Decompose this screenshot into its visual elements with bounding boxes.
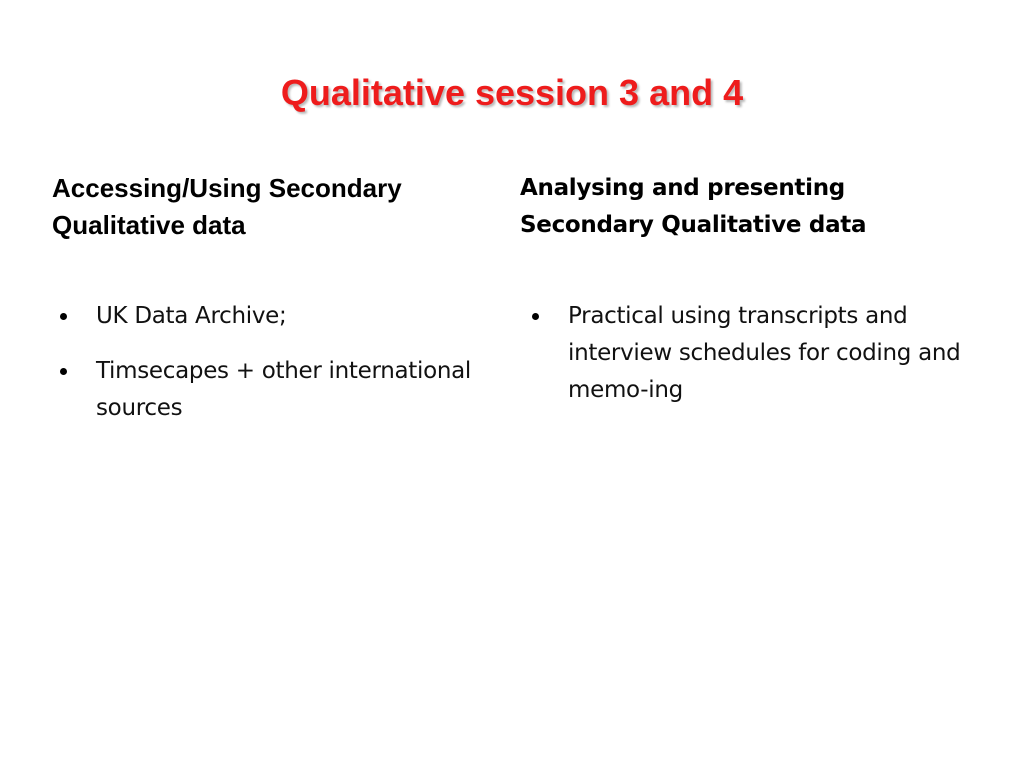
bullet-icon <box>60 368 67 375</box>
bullet-text: Practical using transcripts and interview schedules for coding and memo-ing <box>568 303 961 403</box>
bullet-icon <box>60 313 67 320</box>
list-item <box>60 353 480 427</box>
left-column <box>52 170 492 421</box>
slide-title: Qualitative session 3 and 4 <box>280 72 744 113</box>
bullet-text: Timsecapes + other international sources <box>96 358 472 421</box>
left-column-heading: Accessing/Using Secondary Qualitative data <box>52 173 402 240</box>
right-bullet-list <box>532 298 972 427</box>
bullet-text: UK Data Archive; <box>96 303 287 329</box>
list-item <box>532 298 972 409</box>
right-column-heading: Analysing and presenting Secondary Qualitative data <box>520 175 867 238</box>
left-bullet-list <box>60 298 480 445</box>
bullet-icon <box>532 313 539 320</box>
list-item <box>60 298 480 335</box>
right-column <box>520 170 980 403</box>
